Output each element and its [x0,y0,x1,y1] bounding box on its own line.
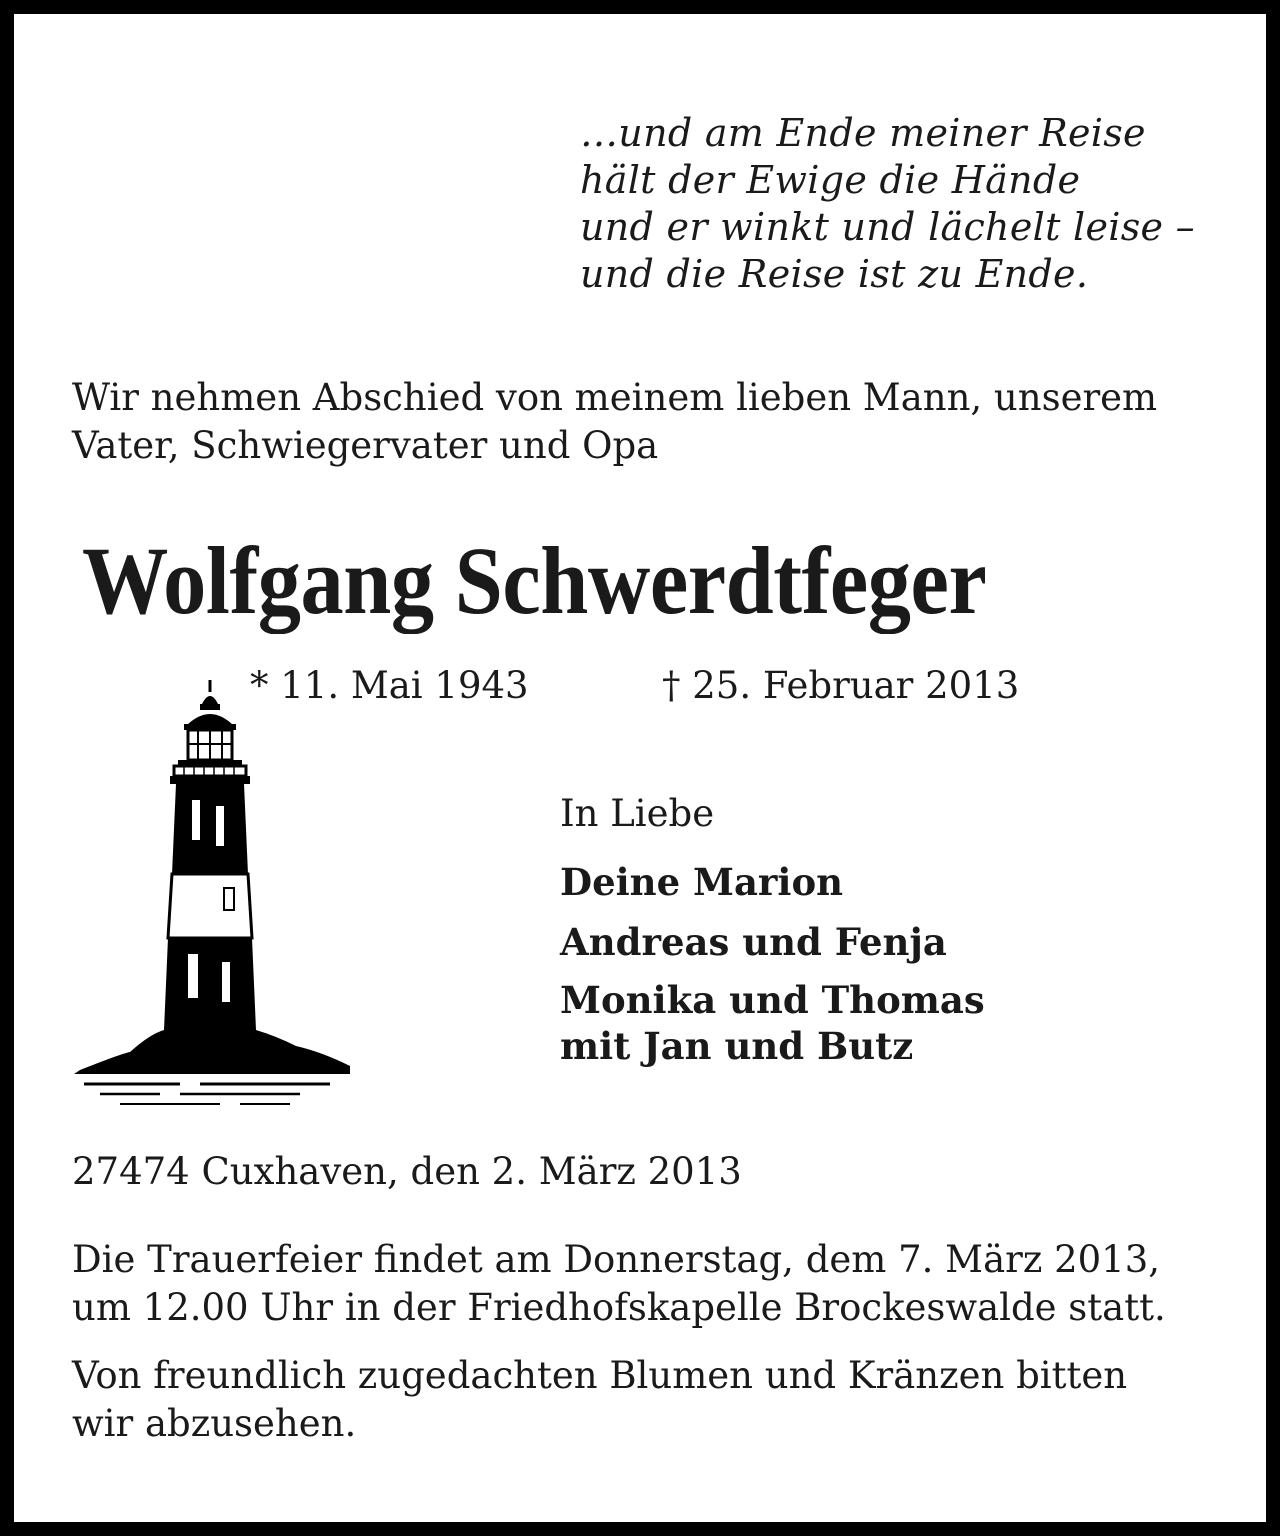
poem-quote [580,110,1195,298]
funeral-line: um 12.00 Uhr in der Friedhofskapelle Brockeswalde statt. [72,1286,1166,1329]
farewell-intro [72,374,1157,470]
mourner-name: Monika und Thomas [560,978,985,1022]
lighthouse-icon [60,674,356,1114]
flowers-request [72,1352,1127,1448]
poem-line: und er winkt und lächelt leise – [580,205,1195,249]
in-love-line: In Liebe [560,792,715,835]
intro-line: Wir nehmen Abschied von meinem lieben Mann, unserem [72,376,1158,419]
mourner-name: mit Jan und Butz [560,1024,914,1068]
birth-date: * 11. Mai 1943 [250,664,529,707]
poem-line: und die Reise ist zu Ende. [580,252,1089,296]
intro-line: Vater, Schwiegervater und Opa [72,424,659,467]
flowers-line: wir abzusehen. [72,1402,357,1445]
funeral-info [72,1236,1166,1332]
mourner-name: Andreas und Fenja [560,920,947,964]
death-date: † 25. Februar 2013 [662,664,1020,707]
poem-line: hält der Ewige die Hände [580,158,1081,202]
mourner-name: Deine Marion [560,860,844,904]
deceased-name: Wolfgang Schwerdtfeger [82,527,987,634]
funeral-line: Die Trauerfeier findet am Donnerstag, dem 7. März 2013, [72,1238,1160,1281]
flowers-line: Von freundlich zugedachten Blumen und Kränzen bitten [72,1354,1128,1397]
place-date: 27474 Cuxhaven, den 2. März 2013 [72,1150,742,1193]
poem-line: …und am Ende meiner Reise [580,111,1146,155]
